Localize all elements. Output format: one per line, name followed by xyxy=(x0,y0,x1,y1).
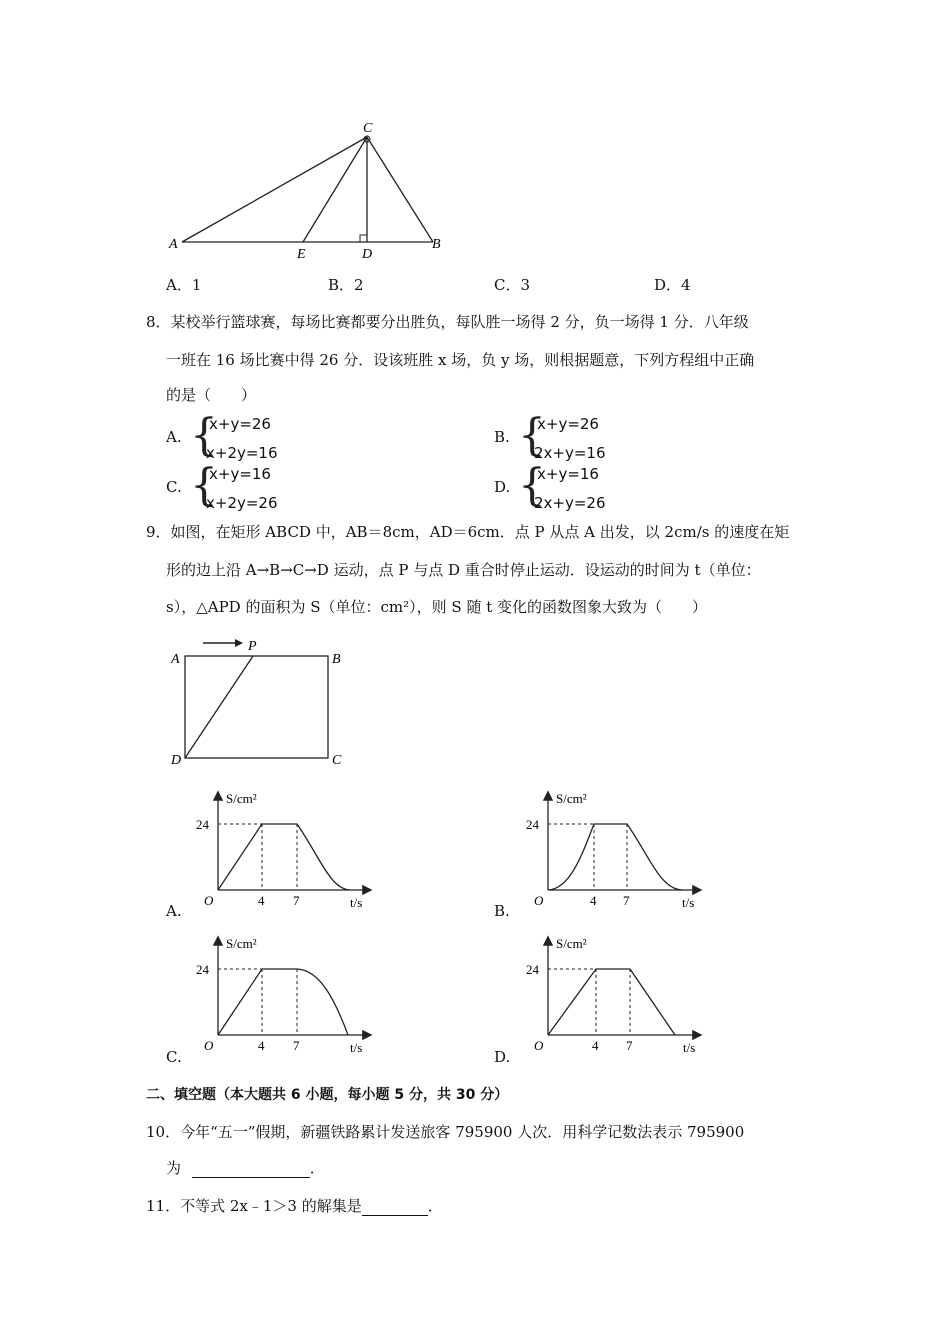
graph-b-y24: 24 xyxy=(526,817,539,832)
graph-b-xlabel: t/s xyxy=(682,895,695,910)
q8-option-d-brace: { xyxy=(518,460,546,511)
q9-graph-b xyxy=(520,785,710,915)
q7-option-a: A．1 xyxy=(166,276,202,294)
q8-text-line3: 的是（ ） xyxy=(166,386,257,404)
q8-option-a-eq2: x+2y=16 xyxy=(206,444,278,462)
graph-a-x4: 4 xyxy=(258,893,265,908)
q9-rectangle-figure xyxy=(165,630,355,775)
q8-option-b-brace: { xyxy=(518,410,546,461)
graph-c-xlabel: t/s xyxy=(350,1040,363,1055)
label-c: C xyxy=(363,121,373,136)
q8-text-line1: 8．某校举行篮球赛，每场比赛都要分出胜负，每队胜一场得 2 分，负一场得 1 分．八年级 xyxy=(146,313,749,331)
rect-label-d: D xyxy=(171,753,182,768)
graph-a-origin: O xyxy=(204,893,214,908)
q8-option-d-label: D. xyxy=(494,478,511,496)
graph-b-x7: 7 xyxy=(623,893,630,908)
q8-option-b-eq2: 2x+y=16 xyxy=(534,444,606,462)
label-b: B xyxy=(432,237,441,252)
q10-suffix: ． xyxy=(309,1159,325,1177)
q8-option-a-label: A. xyxy=(166,428,182,446)
q8-option-d-eq1: x+y=16 xyxy=(537,465,599,483)
q9-graph-c xyxy=(190,930,380,1060)
graph-b-x4: 4 xyxy=(590,893,597,908)
graph-a-x7: 7 xyxy=(293,893,300,908)
q11-text xyxy=(146,1196,443,1216)
rect-label-b: B xyxy=(332,652,341,667)
q9-option-c: C. xyxy=(166,1048,182,1066)
q7-triangle-figure xyxy=(160,115,460,265)
graph-c-x7: 7 xyxy=(293,1038,300,1053)
q9-text-line2: 形的边上沿 A→B→C→D 运动，点 P 与点 D 重合时停止运动．设运动的时间为 t（单位： xyxy=(166,561,761,579)
q9-option-d: D. xyxy=(494,1048,511,1066)
graph-c-origin: O xyxy=(204,1038,214,1053)
graph-d-x4: 4 xyxy=(592,1038,599,1053)
rect-label-c: C xyxy=(332,753,342,768)
q10-text-line2 xyxy=(166,1158,325,1178)
graph-d-ylabel: S/cm² xyxy=(556,936,587,951)
q9-option-a: A. xyxy=(166,902,182,920)
rect-label-p: P xyxy=(248,639,257,654)
rect-label-a: A xyxy=(171,652,180,667)
q7-option-b: B．2 xyxy=(328,276,364,294)
q10-answer-blank[interactable] xyxy=(192,1177,310,1178)
q10-text-line1: 10．今年“五一”假期，新疆铁路累计发送旅客 795900 人次．用科学记数法表示 795900 xyxy=(146,1123,745,1141)
graph-a-xlabel: t/s xyxy=(350,895,363,910)
label-e: E xyxy=(297,247,306,262)
graph-d-y24: 24 xyxy=(526,962,539,977)
graph-d-x7: 7 xyxy=(626,1038,633,1053)
graph-d-origin: O xyxy=(534,1038,544,1053)
q8-option-c-eq1: x+y=16 xyxy=(209,465,271,483)
q8-option-b-eq1: x+y=26 xyxy=(537,415,599,433)
q9-graph-d xyxy=(520,930,710,1060)
q11-answer-blank[interactable] xyxy=(362,1215,428,1216)
q9-option-b: B. xyxy=(494,902,510,920)
section-2-title: 二、填空题（本大题共 6 小题，每小题 5 分，共 30 分） xyxy=(146,1087,509,1103)
q11-prefix: 11．不等式 2x﹣1＞3 的解集是 xyxy=(146,1197,362,1215)
q9-text-line3: s），△APD 的面积为 S（单位：cm²），则 S 随 t 变化的函数图象大致为（ ） xyxy=(166,598,708,616)
q7-option-d: D．4 xyxy=(654,276,691,294)
q10-prefix: 为 xyxy=(166,1159,182,1177)
q8-text-line2: 一班在 16 场比赛中得 26 分．设该班胜 x 场，负 y 场，则根据题意，下列方程组中正确 xyxy=(166,351,755,369)
q8-option-b-label: B. xyxy=(494,428,510,446)
label-d: D xyxy=(362,247,373,262)
q8-option-c-eq2: x+2y=26 xyxy=(206,494,278,512)
q11-suffix: ． xyxy=(427,1197,443,1215)
q9-graph-a xyxy=(190,785,380,915)
graph-a-y24: 24 xyxy=(196,817,209,832)
q8-option-c-label: C. xyxy=(166,478,182,496)
label-a: A xyxy=(169,237,178,252)
graph-a-ylabel: S/cm² xyxy=(226,791,257,806)
q7-option-c: C．3 xyxy=(494,276,531,294)
graph-c-y24: 24 xyxy=(196,962,209,977)
q8-option-d-eq2: 2x+y=26 xyxy=(534,494,606,512)
graph-c-ylabel: S/cm² xyxy=(226,936,257,951)
graph-b-origin: O xyxy=(534,893,544,908)
q8-option-a-eq1: x+y=26 xyxy=(209,415,271,433)
q8-option-a-brace: { xyxy=(190,410,218,461)
q8-option-c-brace: { xyxy=(190,460,218,511)
graph-b-ylabel: S/cm² xyxy=(556,791,587,806)
q9-text-line1: 9．如图，在矩形 ABCD 中，AB＝8cm，AD＝6cm．点 P 从点 A 出发，以 2cm/s 的速度在矩 xyxy=(146,523,790,541)
graph-c-x4: 4 xyxy=(258,1038,265,1053)
graph-d-xlabel: t/s xyxy=(683,1040,696,1055)
